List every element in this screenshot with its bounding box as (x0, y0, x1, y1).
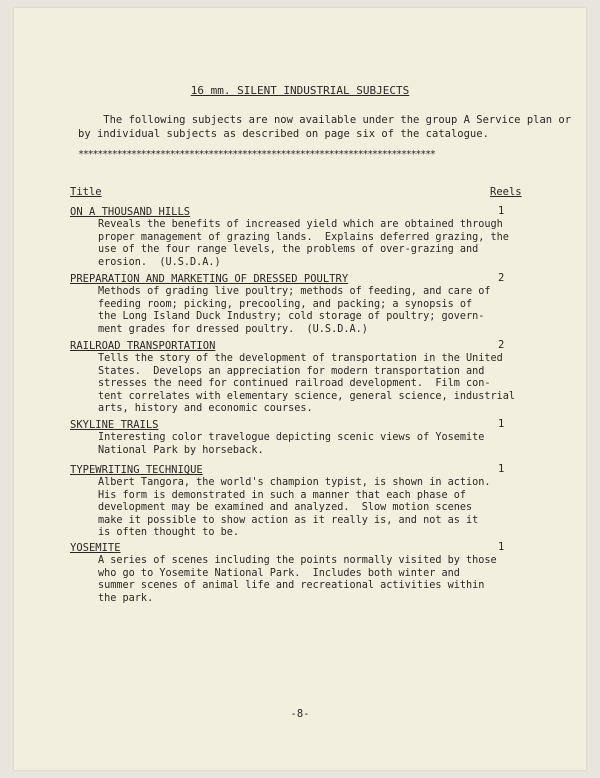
film-entry (70, 272, 540, 336)
film-reels: 2 (498, 272, 505, 284)
film-entry (70, 339, 540, 416)
film-description: Methods of grading live poultry; methods of feeding, and care of feeding room; picking, precooling, and packing; a synopsis of the Long Island Duck Industry; cold storage of poultry; govern- ment grades for dressed poultry. (U.S.D.A.) (98, 286, 491, 335)
film-entry (70, 418, 540, 457)
film-title: PREPARATION AND MARKETING OF DRESSED POULTRY (70, 273, 349, 285)
film-entry (70, 541, 540, 605)
asterisk-separator: ************************************************************************** (78, 149, 435, 160)
film-reels: 2 (498, 339, 505, 351)
film-reels: 1 (498, 205, 505, 217)
film-title: SKYLINE TRAILS (70, 419, 159, 431)
film-title: YOSEMITE (70, 542, 121, 554)
column-header-title: Title (70, 186, 102, 198)
film-reels: 1 (498, 418, 505, 430)
film-title: TYPEWRITING TECHNIQUE (70, 464, 203, 476)
document-page (14, 8, 586, 770)
film-description: Tells the story of the development of transportation in the United States. Develops an appreciation for modern transportation and stresses the need for continued railroad development. Film con- tent correlates with elementary science, general science, industrial arts, history and economic courses. (98, 353, 516, 414)
film-description: Interesting color travelogue depicting scenic views of Yosemite National Park by horseback. (98, 432, 485, 456)
film-description: A series of scenes including the points normally visited by those who go to Yosemite National Park. Includes both winter and summer scenes of animal life and recreational activities within the park. (98, 555, 497, 604)
film-reels: 1 (498, 541, 505, 553)
intro-paragraph: The following subjects are now available under the group A Service plan or by individual subjects as described on page six of the catalogue. (78, 114, 572, 140)
film-entry (70, 463, 540, 540)
page-heading: 16 mm. SILENT INDUSTRIAL SUBJECTS (190, 84, 410, 97)
film-description: Reveals the benefits of increased yield which are obtained through proper management of grazing lands. Explains deferred grazing, the use of the four range levels, the problems of over-grazing and erosion. (U.S.D.A.) (98, 219, 509, 268)
page-number: -8- (290, 708, 310, 720)
film-entry (70, 205, 540, 269)
film-title: ON A THOUSAND HILLS (70, 206, 191, 218)
film-title: RAILROAD TRANSPORTATION (70, 340, 216, 352)
film-reels: 1 (498, 463, 505, 475)
column-header-reels: Reels (490, 186, 522, 198)
film-description: Albert Tangora, the world's champion typist, is shown in action. His form is demonstrated in such a manner that each phase of development may be examined and analyzed. Slow motion scenes make it possible to show action as it really is, and not as it is often thought to be. (98, 477, 491, 538)
